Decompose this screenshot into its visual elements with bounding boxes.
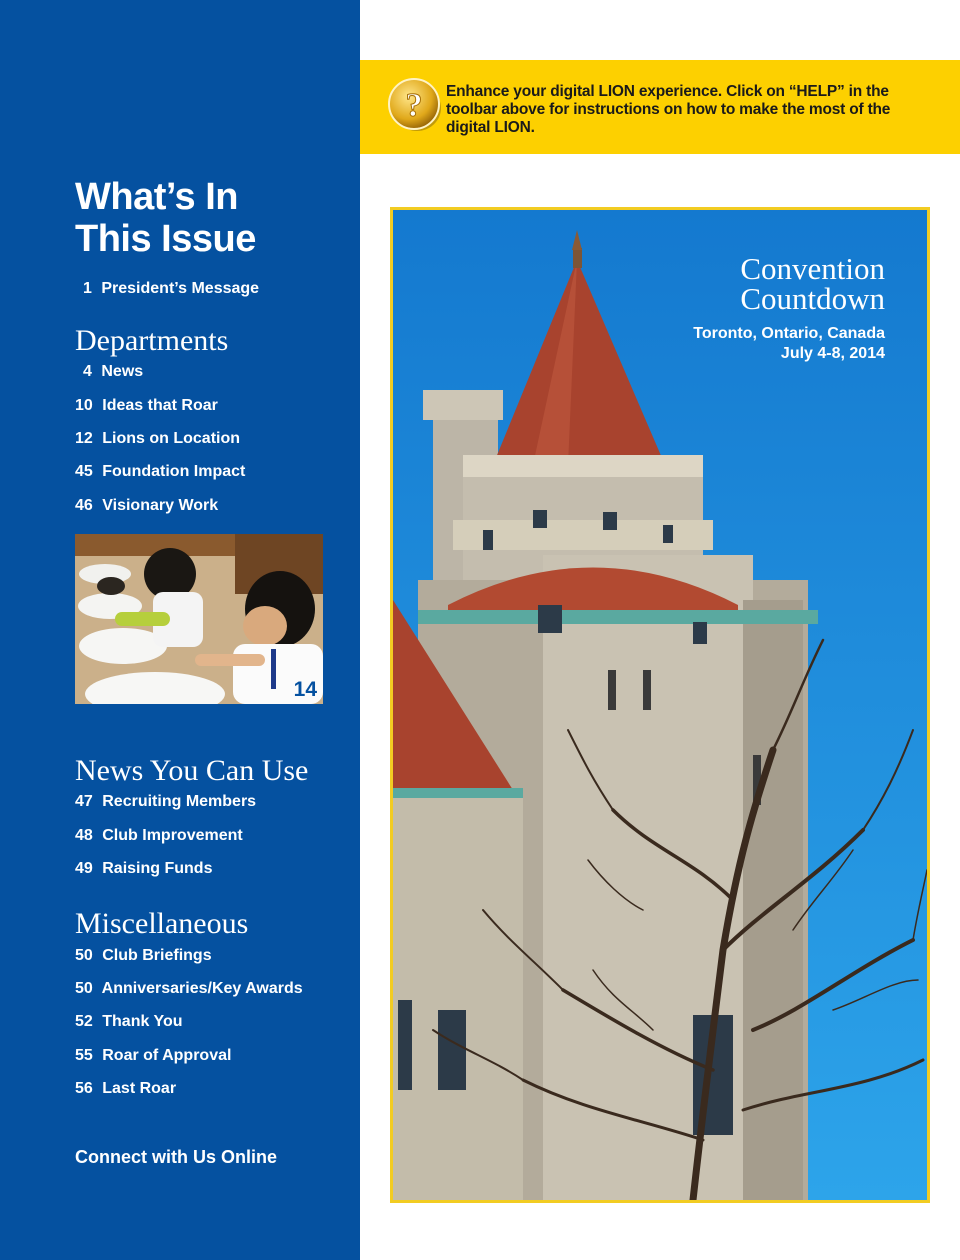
toc-item-label: News (101, 363, 144, 380)
toc-item-recruiting-members[interactable] (75, 792, 256, 812)
svg-text:?: ? (405, 87, 423, 124)
toc-title (75, 176, 256, 260)
toc-item-page: 47 (75, 793, 93, 810)
toc-item-thank-you[interactable] (75, 1012, 183, 1032)
toc-item-foundation-impact[interactable] (75, 462, 245, 482)
toc-item-news[interactable] (83, 362, 143, 382)
help-question-icon[interactable] (386, 76, 442, 132)
toc-item-page: 50 (75, 980, 93, 997)
toc-item-label: Club Improvement (102, 827, 243, 844)
toc-item-page: 48 (75, 827, 93, 844)
toc-item-page: 46 (75, 497, 93, 514)
toc-item-page: 50 (75, 947, 93, 964)
feature-subtitle (693, 324, 885, 364)
toc-item-visionary-work[interactable] (75, 496, 218, 516)
toc-item-label: Club Briefings (102, 947, 212, 964)
feature-title-line1: Convention (740, 251, 885, 286)
toc-item-label: President’s Message (101, 280, 260, 297)
toc-item-page: 4 (83, 363, 92, 380)
toc-item-label: Visionary Work (102, 497, 219, 514)
toc-item-club-briefings[interactable] (75, 946, 212, 966)
toc-item-page: 56 (75, 1080, 93, 1097)
toc-item-page: 1 (83, 280, 92, 297)
toc-item-anniversaries-key-awards[interactable] (75, 979, 303, 999)
toc-item-label: Roar of Approval (102, 1047, 232, 1064)
feature-title (740, 251, 885, 316)
connect-with-us-link[interactable]: Connect with Us Online (75, 1147, 278, 1167)
children-handwashing-image (75, 534, 323, 704)
toc-item-club-improvement[interactable] (75, 826, 243, 846)
help-banner-text: Enhance your digital LION experience. Click on “HELP” in the toolbar above for instructions on how to make the most of the digital LION. (446, 83, 891, 136)
toc-item-label: Thank You (102, 1013, 183, 1030)
feature-title-line2: Countdown (740, 281, 885, 316)
toc-item-last-roar[interactable] (75, 1079, 176, 1099)
toc-item-label: Ideas that Roar (102, 397, 218, 414)
help-banner (360, 60, 960, 154)
toc-item-label: Recruiting Members (102, 793, 257, 810)
section-heading-news-you-can-use: News You Can Use (75, 754, 309, 787)
toc-item-raising-funds[interactable] (75, 859, 212, 879)
toc-item-page: 52 (75, 1013, 93, 1030)
feature-dates: July 4-8, 2014 (780, 345, 885, 362)
toc-item-page: 49 (75, 860, 93, 877)
toc-sidebar (0, 0, 360, 1260)
toc-item-roar-of-approval[interactable] (75, 1046, 231, 1066)
toc-item-ideas-that-roar[interactable] (75, 396, 218, 416)
toc-item-label: Last Roar (102, 1080, 177, 1097)
toc-item-label: Foundation Impact (102, 463, 246, 480)
children-handwashing-thumbnail[interactable] (75, 534, 323, 704)
thumbnail-page-number: 14 (293, 678, 317, 701)
toc-item-lions-on-location[interactable] (75, 429, 240, 449)
toc-item-page: 45 (75, 463, 93, 480)
toc-item-page: 12 (75, 430, 93, 447)
section-heading-miscellaneous: Miscellaneous (75, 907, 249, 940)
toc-title-line1: What’s In (75, 176, 238, 218)
toc-item-label: Anniversaries/Key Awards (101, 980, 303, 997)
section-heading-departments: Departments (75, 324, 229, 357)
feature-location: Toronto, Ontario, Canada (693, 325, 885, 342)
toc-item-label: Raising Funds (102, 860, 213, 877)
toc-item-page: 10 (75, 397, 93, 414)
convention-countdown-feature[interactable] (390, 207, 930, 1203)
toc-title-line2: This Issue (75, 218, 256, 260)
toc-item-page: 55 (75, 1047, 93, 1064)
toc-item-label: Lions on Location (102, 430, 241, 447)
toc-item-presidents-message[interactable] (83, 279, 259, 299)
